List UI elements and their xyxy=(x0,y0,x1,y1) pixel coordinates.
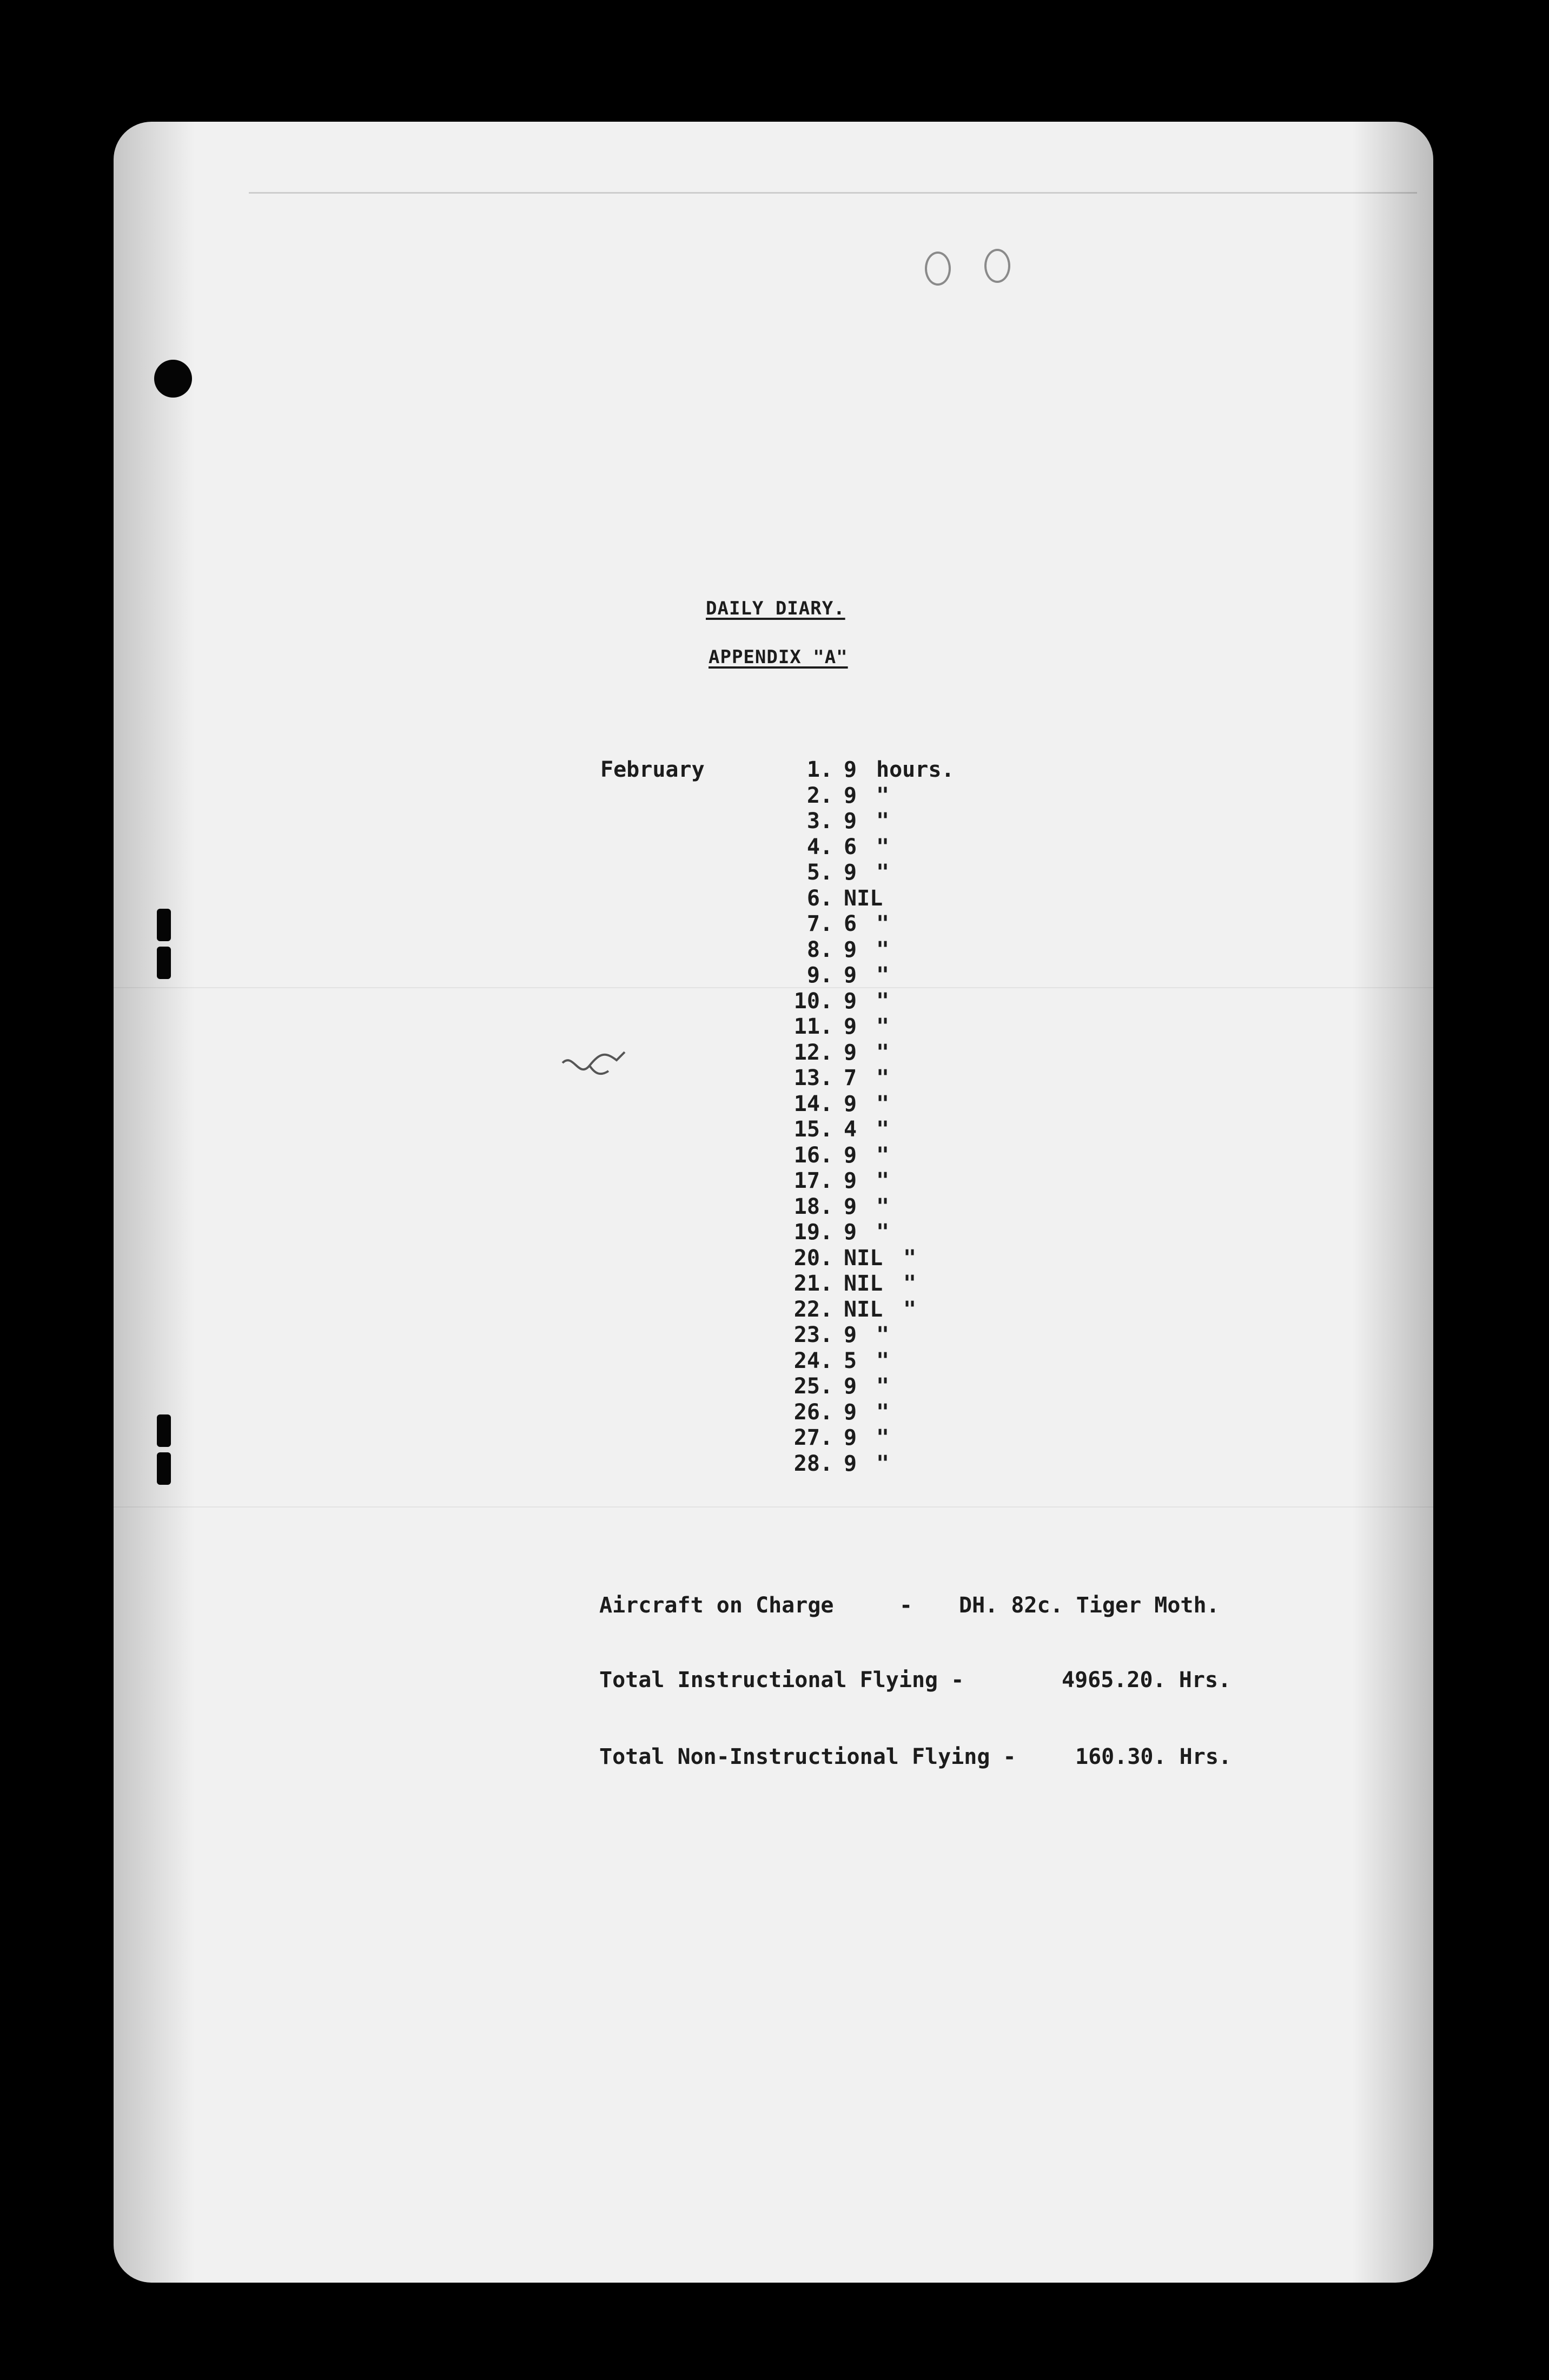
hours-unit: " xyxy=(876,1014,890,1039)
day-number: 21. xyxy=(793,1271,833,1296)
hours-unit: " xyxy=(876,1323,890,1347)
diary-row xyxy=(600,1425,1195,1451)
non-instructional-label: Total Non-Instructional Flying - xyxy=(599,1744,1016,1769)
diary-list xyxy=(600,757,1195,1477)
diary-row xyxy=(600,1374,1195,1400)
hours-unit: hours. xyxy=(876,757,955,782)
hours-value: 9 xyxy=(844,963,857,988)
day-number: 4. xyxy=(806,834,833,860)
page-right-shadow xyxy=(1352,122,1433,2283)
diary-row xyxy=(600,1040,1195,1066)
day-number: 11. xyxy=(793,1014,833,1039)
diary-row xyxy=(600,1246,1195,1272)
day-number: 28. xyxy=(793,1451,833,1476)
day-number: 7. xyxy=(806,911,833,936)
day-number: 13. xyxy=(793,1066,833,1090)
day-number: 10. xyxy=(793,988,833,1014)
hours-value: 9 xyxy=(844,1323,857,1347)
hours-value: NIL xyxy=(844,1245,883,1271)
diary-row xyxy=(600,809,1195,835)
hours-unit: " xyxy=(876,1425,890,1450)
hours-unit: " xyxy=(903,1245,917,1271)
day-number: 8. xyxy=(806,937,833,962)
day-number: 3. xyxy=(806,809,833,834)
day-number: 14. xyxy=(793,1091,833,1116)
day-number: 16. xyxy=(793,1142,833,1168)
hours-value: 6 xyxy=(844,911,857,936)
hours-unit: " xyxy=(876,1220,890,1245)
document-page xyxy=(114,122,1433,2283)
hours-unit: " xyxy=(876,1117,890,1142)
hours-value: NIL xyxy=(844,1297,883,1322)
hours-value: 9 xyxy=(844,860,857,885)
hours-unit: " xyxy=(876,1091,890,1116)
day-number: 26. xyxy=(793,1399,833,1425)
hours-unit: " xyxy=(876,834,890,860)
hours-value: 5 xyxy=(844,1348,857,1373)
hours-value: NIL xyxy=(844,1271,883,1296)
hours-unit: " xyxy=(876,988,890,1014)
diary-row xyxy=(600,1220,1195,1246)
day-number: 18. xyxy=(793,1194,833,1219)
hours-value: 4 xyxy=(844,1117,857,1142)
diary-row xyxy=(600,989,1195,1015)
hours-value: 6 xyxy=(844,834,857,860)
diary-row xyxy=(600,783,1195,809)
aircraft-separator: - xyxy=(899,1593,913,1618)
day-number: 23. xyxy=(793,1323,833,1347)
diary-row xyxy=(600,1143,1195,1169)
non-instructional-value: 160.30. Hrs. xyxy=(1075,1744,1232,1769)
hours-unit: " xyxy=(876,1194,890,1219)
hours-value: 9 xyxy=(844,1014,857,1039)
hours-value: 9 xyxy=(844,1091,857,1116)
hours-value: 9 xyxy=(844,1451,857,1476)
hours-unit: " xyxy=(876,809,890,834)
hours-value: 9 xyxy=(844,1168,857,1193)
diary-row xyxy=(600,757,1195,783)
hours-value: 9 xyxy=(844,1194,857,1219)
diary-row xyxy=(600,1092,1195,1118)
hours-unit: " xyxy=(876,1168,890,1193)
hours-value: 9 xyxy=(844,1399,857,1425)
diary-row xyxy=(600,860,1195,886)
diary-row xyxy=(600,963,1195,989)
hours-unit: " xyxy=(876,1066,890,1090)
day-number: 25. xyxy=(793,1374,833,1399)
hours-unit: " xyxy=(876,1040,890,1065)
aircraft-label: Aircraft on Charge xyxy=(599,1593,834,1618)
hours-unit: " xyxy=(903,1297,917,1322)
hours-value: 9 xyxy=(844,783,857,808)
hours-value: 9 xyxy=(844,937,857,962)
hours-value: 9 xyxy=(844,988,857,1014)
diary-row xyxy=(600,1323,1195,1348)
day-number: 17. xyxy=(793,1168,833,1193)
hours-unit: " xyxy=(876,963,890,988)
hours-value: 7 xyxy=(844,1066,857,1090)
day-number: 12. xyxy=(793,1040,833,1065)
diary-row xyxy=(600,1066,1195,1092)
day-number: 27. xyxy=(793,1425,833,1450)
hours-unit: " xyxy=(876,860,890,885)
day-number: 2. xyxy=(806,783,833,808)
diary-row xyxy=(600,937,1195,963)
day-number: 20. xyxy=(793,1245,833,1271)
punch-hole-icon xyxy=(157,947,171,979)
diary-row xyxy=(600,1451,1195,1477)
punch-hole-icon xyxy=(157,909,171,941)
punch-hole-icon xyxy=(157,1414,171,1447)
diary-row xyxy=(600,911,1195,937)
diary-row xyxy=(600,886,1195,912)
hours-unit: " xyxy=(876,1451,890,1476)
diary-row xyxy=(600,835,1195,861)
day-number: 15. xyxy=(793,1117,833,1142)
day-number: 22. xyxy=(793,1297,833,1322)
hours-value: 9 xyxy=(844,1220,857,1245)
hours-value: 9 xyxy=(844,1374,857,1399)
instructional-label: Total Instructional Flying - xyxy=(599,1668,964,1693)
hours-value: 9 xyxy=(844,1040,857,1065)
diary-row xyxy=(600,1168,1195,1194)
hours-value: 9 xyxy=(844,809,857,834)
page-top-strip xyxy=(249,192,1417,199)
hours-unit: " xyxy=(876,911,890,936)
punch-hole-icon xyxy=(154,360,192,398)
pencil-mark-icon xyxy=(925,252,951,286)
title-text: DAILY DIARY. xyxy=(706,598,845,619)
hours-unit: " xyxy=(876,1348,890,1373)
instructional-value: 4965.20. Hrs. xyxy=(1062,1668,1232,1693)
hours-unit: " xyxy=(903,1271,917,1296)
diary-row xyxy=(600,1348,1195,1374)
pencil-mark-icon xyxy=(984,249,1010,283)
day-number: 24. xyxy=(793,1348,833,1373)
hours-value: NIL xyxy=(844,885,883,911)
day-number: 1. xyxy=(806,757,833,782)
hours-value: 9 xyxy=(844,1425,857,1450)
diary-row xyxy=(600,1014,1195,1040)
hours-unit: " xyxy=(876,1374,890,1399)
hours-unit: " xyxy=(876,937,890,962)
hours-value: 9 xyxy=(844,1142,857,1168)
diary-row xyxy=(600,1117,1195,1143)
day-number: 5. xyxy=(806,860,833,885)
hours-value: 9 xyxy=(844,757,857,782)
day-number: 9. xyxy=(806,963,833,988)
punch-hole-icon xyxy=(157,1452,171,1485)
aircraft-value: DH. 82c. Tiger Moth. xyxy=(959,1593,1220,1618)
diary-row xyxy=(600,1271,1195,1297)
diary-row xyxy=(600,1194,1195,1220)
month-label: February xyxy=(600,757,705,782)
subtitle-text: APPENDIX "A" xyxy=(709,646,848,668)
hours-unit: " xyxy=(876,1142,890,1168)
diary-row xyxy=(600,1400,1195,1426)
day-number: 6. xyxy=(806,885,833,911)
hours-unit: " xyxy=(876,783,890,808)
page-left-shadow xyxy=(114,122,195,2283)
diary-row xyxy=(600,1297,1195,1323)
day-number: 19. xyxy=(793,1220,833,1245)
hours-unit: " xyxy=(876,1399,890,1425)
fold-line xyxy=(114,1506,1433,1508)
